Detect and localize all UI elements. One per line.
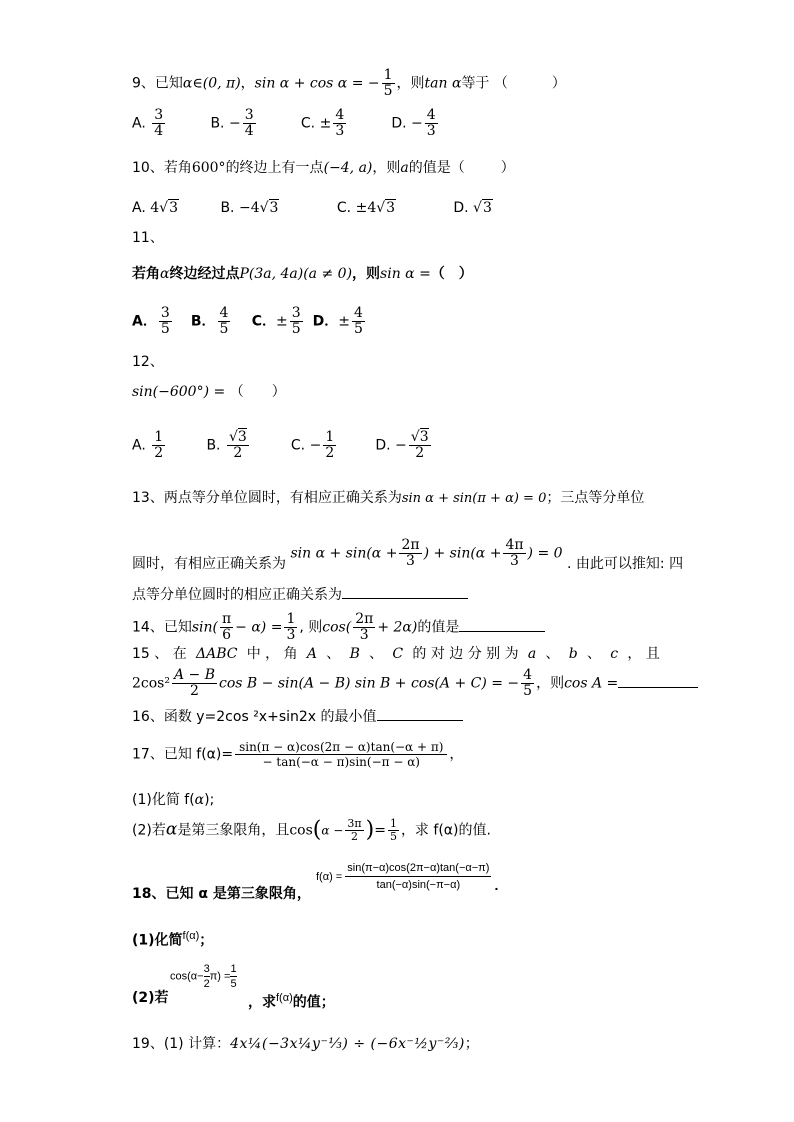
denominator: 6 xyxy=(222,627,232,643)
option-b[interactable] xyxy=(206,430,286,461)
math-expression: + 2α) xyxy=(377,619,418,636)
question-18-condition xyxy=(170,962,237,991)
question-10 xyxy=(132,158,515,178)
math-expression: ) + sin(α + xyxy=(423,545,502,561)
question-11-options xyxy=(132,306,367,337)
text: 的值是（ xyxy=(408,160,465,176)
denominator: 5 xyxy=(230,978,237,990)
fraction xyxy=(218,306,231,337)
math-expression: cos(α− xyxy=(170,970,204,983)
option-label: D. xyxy=(375,437,391,454)
option-sign: ± xyxy=(276,313,288,330)
option-a[interactable] xyxy=(132,198,216,218)
denominator: 5 xyxy=(353,321,363,337)
fraction xyxy=(399,538,421,569)
math-expression: f(α) xyxy=(182,930,200,942)
coefficient: 4 xyxy=(250,200,260,216)
text: (2)若 xyxy=(132,990,169,1006)
option-label: B. xyxy=(206,437,221,454)
numerator: 1 xyxy=(325,429,335,445)
option-sign: − xyxy=(228,115,241,132)
option-a[interactable] xyxy=(132,108,206,139)
option-label: B． xyxy=(190,313,216,330)
question-15-line-1 xyxy=(132,644,660,664)
math-expression: sin α + sin(π + α) = 0 xyxy=(401,491,547,506)
question-number: 9、 xyxy=(132,75,155,92)
radicand: 3 xyxy=(169,200,178,216)
text: 19、(1) 计算： xyxy=(132,1036,231,1052)
numerator: 1 xyxy=(389,817,397,830)
math-expression: sin α + sin(α + xyxy=(290,545,398,561)
text: ，求 f(α)的值. xyxy=(400,822,491,839)
text: 的值； xyxy=(292,994,335,1011)
math-expression: C xyxy=(392,646,404,662)
radicand: 3 xyxy=(386,200,396,216)
denominator: 3 xyxy=(359,627,369,643)
option-b[interactable] xyxy=(210,108,296,139)
denominator: 4 xyxy=(244,123,254,139)
math-expression: ΔABC xyxy=(195,646,238,662)
option-d[interactable] xyxy=(453,198,493,218)
answer-blank[interactable] xyxy=(377,706,463,721)
text: 、 xyxy=(545,646,560,662)
math-expression: − α) = xyxy=(235,619,283,636)
question-12-options xyxy=(132,430,433,461)
fraction xyxy=(352,306,365,337)
question-number: 10、 xyxy=(132,160,164,176)
text: 15 、 在 xyxy=(132,646,187,662)
denominator: 3 xyxy=(286,627,296,643)
option-a[interactable] xyxy=(132,306,186,337)
option-label: D． xyxy=(312,313,339,330)
numerator: 3π xyxy=(347,817,362,830)
question-11-number xyxy=(132,228,164,248)
text: ， xyxy=(449,746,464,763)
question-18 xyxy=(132,884,311,904)
numerator: 4 xyxy=(353,305,363,321)
answer-blank[interactable] xyxy=(342,584,468,599)
fraction xyxy=(243,108,256,139)
math-expression: 2cos² xyxy=(132,675,170,692)
text: 16、函数 y=2cos ²x+sin2x 的最小值 xyxy=(132,709,377,725)
math-expression: α − xyxy=(321,823,344,838)
text: ； xyxy=(199,932,214,949)
math-expression: α xyxy=(194,792,205,808)
option-sign: − xyxy=(411,115,423,132)
fraction xyxy=(284,612,297,643)
text: 是第三象限角，且 xyxy=(177,822,290,839)
text: ，则 xyxy=(372,160,401,176)
option-sign: − xyxy=(238,200,251,216)
text: ） xyxy=(500,160,515,176)
option-label: D. xyxy=(453,200,469,216)
text: 圆时，有相应正确关系为 xyxy=(132,556,286,572)
numerator: 1 xyxy=(286,611,296,627)
math-expression: cos A = xyxy=(564,675,619,692)
text: 14、已知 xyxy=(132,619,192,636)
radicand: 3 xyxy=(269,200,279,216)
option-label: D. xyxy=(391,115,407,132)
denominator: − tan(−α − π)sin(−π − α) xyxy=(262,755,420,769)
text: ，则 xyxy=(352,266,381,282)
numerator: 4 xyxy=(335,107,345,123)
numerator: sin(π−α)cos(2π−α)tan(−α−π) xyxy=(345,860,491,877)
denominator: 5 xyxy=(160,321,170,337)
text: ， 且 xyxy=(627,646,660,662)
numerator: 1 xyxy=(383,67,393,83)
numerator: 2π xyxy=(401,536,420,553)
denominator: 3 xyxy=(510,552,519,569)
numerator: 1 xyxy=(230,963,237,975)
coefficient: 4 xyxy=(367,200,377,216)
text: ，求 xyxy=(248,994,276,1011)
question-18-part-1 xyxy=(132,926,213,951)
text: 的终边上有一点 xyxy=(225,160,324,176)
math-expression: 600° xyxy=(191,160,226,176)
text: 点等分单位圆时的相应正确关系为 xyxy=(132,587,342,603)
text: . 由此可以推知: 四 xyxy=(567,556,684,572)
option-label: B. xyxy=(220,200,235,216)
numerator: 3 xyxy=(291,305,301,321)
text: 若角 xyxy=(132,266,160,282)
right-paren: ) xyxy=(365,817,375,843)
text: (1)化简 f( xyxy=(132,792,195,808)
option-label: C. xyxy=(290,437,306,454)
denominator: 3 xyxy=(335,123,345,139)
denominator: 4 xyxy=(154,123,164,139)
option-sign: − xyxy=(395,437,407,454)
text: ，则 xyxy=(396,75,425,92)
radical-sign: √ xyxy=(228,429,238,445)
numerator: 4 xyxy=(426,107,436,123)
math-expression: sin(−600°) = xyxy=(132,384,226,400)
option-a[interactable] xyxy=(132,430,202,461)
math-expression: π) = xyxy=(209,970,231,983)
fraction xyxy=(503,538,525,569)
radical-expression: 4√3 xyxy=(150,200,178,216)
radicand: 3 xyxy=(419,429,429,445)
math-expression: sin α = xyxy=(380,266,431,282)
numerator: A − B xyxy=(173,667,216,683)
question-9 xyxy=(132,68,566,99)
option-d[interactable] xyxy=(375,430,432,461)
math-expression: c xyxy=(610,646,619,662)
text: （ ） xyxy=(229,384,286,400)
numerator: 3 xyxy=(154,107,164,123)
text: 、 xyxy=(587,646,602,662)
numerator: 4 xyxy=(219,305,229,321)
math-expression: ) = 0 xyxy=(527,545,563,561)
question-number: 11、 xyxy=(132,230,164,246)
numerator: π xyxy=(221,611,232,627)
denominator: 5 xyxy=(389,830,397,843)
text: 若角 xyxy=(163,160,192,176)
question-17-part-1 xyxy=(132,790,214,810)
fraction xyxy=(345,860,491,893)
fraction xyxy=(388,818,399,843)
numerator: 4 xyxy=(523,667,533,683)
math-expression: a xyxy=(527,646,537,662)
fraction xyxy=(230,962,236,991)
math-expression: cos B − sin(A − B) sin B + cos(A + C) = − xyxy=(219,675,520,692)
question-18-part-2 xyxy=(132,988,169,1008)
text: ） xyxy=(551,75,566,92)
text: 终边经过点 xyxy=(169,266,240,282)
denominator: 3 xyxy=(426,123,436,139)
numerator xyxy=(409,430,431,446)
math-expression: cos xyxy=(289,822,313,839)
text: , 则 xyxy=(299,619,323,636)
numerator xyxy=(227,430,249,446)
radical-expression: −4√3 xyxy=(238,200,279,216)
fraction xyxy=(152,108,165,139)
text: ， xyxy=(240,75,255,92)
question-12-number xyxy=(132,352,164,372)
denominator: 2 xyxy=(325,445,335,461)
question-10-options xyxy=(132,198,493,218)
text: （ ） xyxy=(430,266,473,282)
equation xyxy=(290,538,562,569)
question-13-line-2 xyxy=(132,532,683,574)
numerator: 3 xyxy=(244,107,254,123)
fraction xyxy=(323,430,336,461)
text: 17、已知 f(α)= xyxy=(132,746,234,763)
math-expression: b xyxy=(568,646,578,662)
left-paren: ( xyxy=(312,817,322,843)
math-expression: 4x¼(−3x¼y⁻⅓) ÷ (−6x⁻½y⁻⅔) xyxy=(230,1036,465,1052)
option-sign: − xyxy=(309,437,322,454)
question-16 xyxy=(132,706,463,727)
question-13-line-1 xyxy=(132,488,644,509)
math-expression: B xyxy=(349,646,360,662)
question-15-line-2 xyxy=(132,668,698,699)
math-expression: α∈(0, π) xyxy=(182,75,241,92)
radical-expression: √3 xyxy=(473,200,492,216)
numerator: 3 xyxy=(160,305,170,321)
text: ；三点等分单位 xyxy=(546,490,645,506)
option-c[interactable] xyxy=(291,430,371,461)
option-b[interactable] xyxy=(191,306,247,337)
question-13-line-3 xyxy=(132,584,468,605)
option-label: B. xyxy=(210,115,225,132)
fraction xyxy=(409,430,431,461)
text: 的 对 边 分 别 为 xyxy=(412,646,519,662)
option-b[interactable] xyxy=(220,198,332,218)
question-number: 12、 xyxy=(132,354,164,370)
denominator: 5 xyxy=(523,683,533,699)
numerator: 1 xyxy=(154,429,164,445)
radical-sign: √ xyxy=(410,429,420,445)
fraction xyxy=(425,108,438,139)
option-d[interactable] xyxy=(391,108,439,139)
math-expression: cos( xyxy=(322,619,352,636)
fraction xyxy=(159,306,172,337)
fraction xyxy=(235,740,447,769)
fraction xyxy=(152,430,165,461)
coefficient: 4 xyxy=(150,200,160,216)
fraction xyxy=(353,612,375,643)
text: ； xyxy=(464,1036,479,1052)
question-14 xyxy=(132,612,545,643)
text: 中 ， 角 xyxy=(246,646,298,662)
option-label: A. xyxy=(132,200,146,216)
denominator: 3 xyxy=(406,552,415,569)
option-d[interactable] xyxy=(313,306,367,337)
numerator: 4π xyxy=(505,536,524,553)
fraction xyxy=(333,108,346,139)
denominator: 2 xyxy=(415,445,425,461)
answer-blank[interactable] xyxy=(618,673,698,688)
text: 的值是 xyxy=(417,619,460,636)
math-expression: = xyxy=(374,822,386,839)
fraction xyxy=(220,612,233,643)
radicand: 3 xyxy=(237,429,247,445)
math-expression: f(α) xyxy=(276,992,293,1004)
math-expression: sin α + cos α = − xyxy=(254,75,380,92)
radicand: 3 xyxy=(482,200,492,216)
denominator: 2 xyxy=(233,445,243,461)
fraction xyxy=(227,430,249,461)
question-12 xyxy=(132,382,286,402)
denominator: tan(−α)sin(−π−α) xyxy=(376,879,461,891)
math-expression: f(α) = xyxy=(316,870,343,883)
math-expression: tan α xyxy=(424,75,462,92)
answer-blank[interactable] xyxy=(459,617,545,632)
fraction xyxy=(172,668,217,699)
fraction xyxy=(521,668,534,699)
radical-expression: ±4√3 xyxy=(355,200,396,216)
text: ); xyxy=(204,792,215,808)
text: 、 xyxy=(326,646,341,662)
option-label: C. xyxy=(300,115,316,132)
option-label: A. xyxy=(132,115,146,132)
text: (2)若 xyxy=(132,822,166,839)
option-sign: ± xyxy=(338,313,350,330)
numerator: 2π xyxy=(355,611,374,627)
question-18-part-2-tail xyxy=(248,988,335,1013)
option-c[interactable] xyxy=(301,108,387,139)
denominator: 2 xyxy=(154,445,164,461)
math-expression: sin( xyxy=(191,619,218,636)
text: ，则 xyxy=(536,675,565,692)
question-18-formula xyxy=(316,860,498,893)
question-11 xyxy=(132,264,473,284)
math-expression: A xyxy=(306,646,318,662)
question-19 xyxy=(132,1034,479,1054)
denominator: 5 xyxy=(383,83,393,99)
option-label: C． xyxy=(251,313,277,330)
denominator: 2 xyxy=(190,683,199,699)
option-sign: ± xyxy=(355,200,368,216)
fraction xyxy=(345,818,363,843)
text: 等于 （ xyxy=(461,75,508,92)
denominator: 5 xyxy=(219,321,229,337)
option-label: A． xyxy=(132,313,157,330)
denominator: 2 xyxy=(350,830,358,843)
math-expression: P(3a, 4a)(a ≠ 0) xyxy=(239,266,353,282)
text: 已知 xyxy=(154,75,183,92)
math-expression: a xyxy=(400,160,409,176)
question-9-options xyxy=(132,108,440,139)
text: 18、已知 α 是第三象限角， xyxy=(132,886,311,902)
numerator: 3 xyxy=(203,963,210,975)
option-sign: ± xyxy=(319,115,332,132)
math-expression: α xyxy=(165,819,178,840)
text: 、 xyxy=(369,646,384,662)
denominator: 2 xyxy=(203,978,210,990)
text: . xyxy=(494,877,499,893)
text: (1)化简 xyxy=(132,932,183,949)
numerator: sin(π − α)cos(2π − α)tan(−α + π) xyxy=(235,740,447,755)
text: 13、两点等分单位圆时，有相应正确关系为 xyxy=(132,490,402,506)
question-17 xyxy=(132,740,463,769)
fraction xyxy=(290,306,303,337)
option-c[interactable] xyxy=(252,306,308,337)
fraction xyxy=(382,68,395,99)
option-c[interactable] xyxy=(337,198,449,218)
question-17-part-2 xyxy=(132,818,491,843)
math-expression: (−4, a) xyxy=(323,160,373,176)
denominator: 5 xyxy=(291,321,301,337)
option-label: A. xyxy=(132,437,146,454)
option-label: C. xyxy=(336,200,352,216)
math-expression: α xyxy=(160,266,170,282)
